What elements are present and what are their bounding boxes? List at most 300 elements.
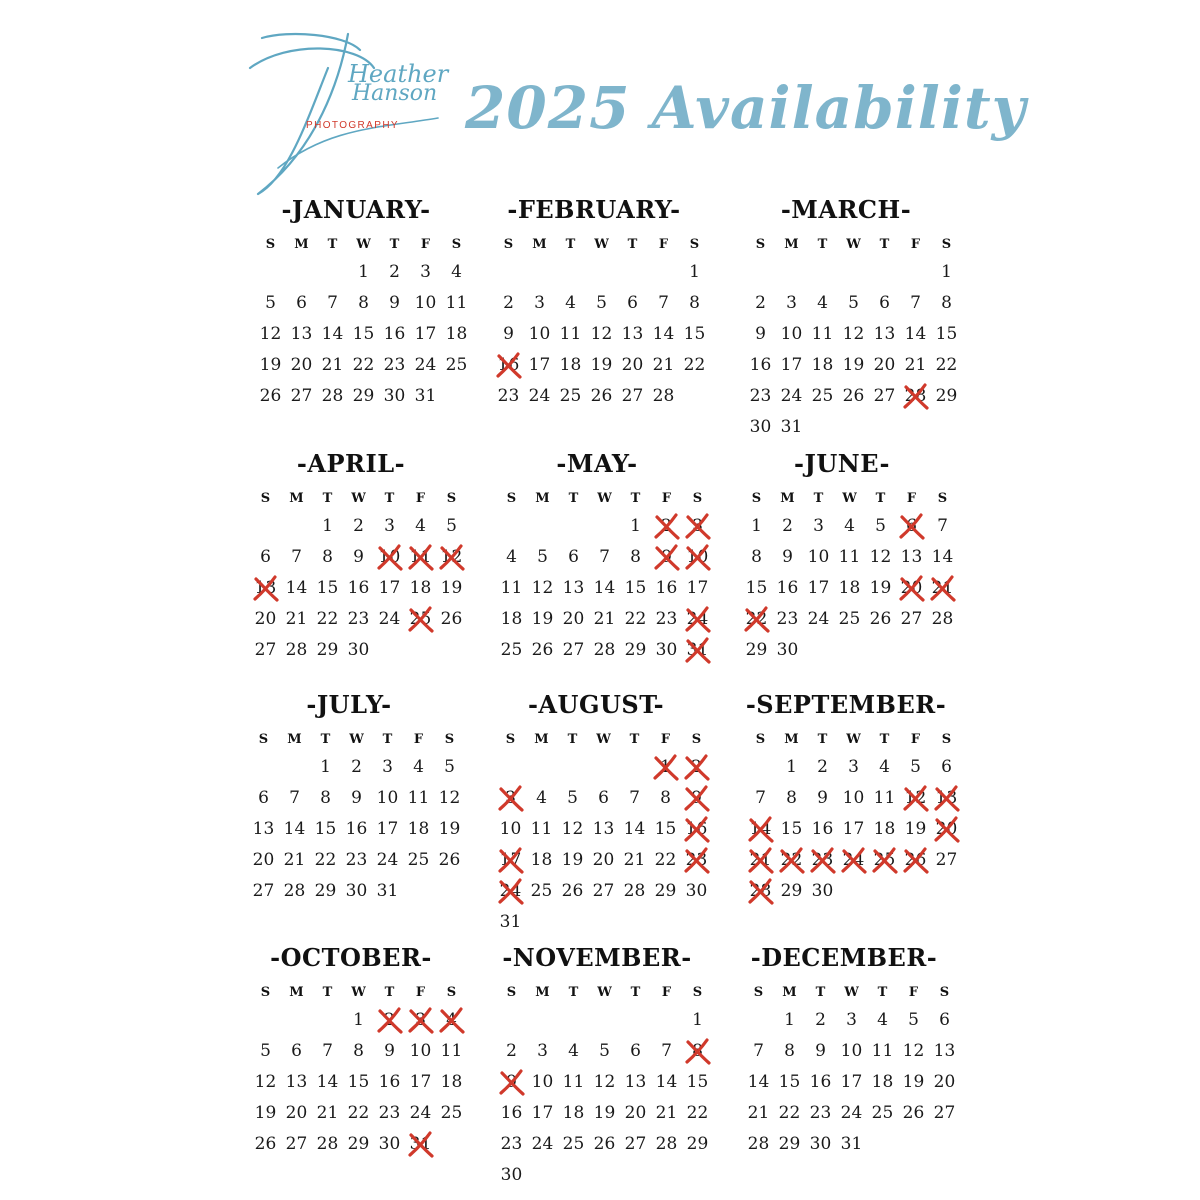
day-cell <box>620 604 651 635</box>
day-number: 6 <box>291 1041 302 1061</box>
weekday-letter: M <box>782 985 797 1000</box>
day-number: 26 <box>590 386 613 406</box>
day-cell <box>557 783 588 814</box>
day-cell <box>496 1129 527 1160</box>
day-cell <box>931 752 962 783</box>
day-cell <box>589 573 620 604</box>
day-cell <box>865 573 896 604</box>
week-row <box>495 783 712 814</box>
weekday-header-row <box>250 981 467 1005</box>
day-number: 18 <box>440 1072 463 1092</box>
week-row <box>496 604 713 635</box>
day-number: 21 <box>749 850 772 870</box>
day-cell <box>248 814 279 845</box>
day-number: 4 <box>536 788 547 808</box>
week-row <box>745 319 962 350</box>
day-number: 30 <box>776 640 799 660</box>
booked-day-cell <box>436 542 467 573</box>
day-number: 3 <box>382 757 393 777</box>
day-cell <box>869 350 900 381</box>
day-number: 10 <box>807 547 830 567</box>
day-cell <box>838 319 869 350</box>
day-number: 23 <box>500 1134 523 1154</box>
day-cell <box>527 542 558 573</box>
week-row <box>495 845 712 876</box>
month-block-november <box>496 943 716 1185</box>
day-number: 15 <box>935 324 958 344</box>
booked-day-cell <box>776 845 807 876</box>
day-number: 28 <box>749 881 772 901</box>
day-number: 10 <box>842 788 865 808</box>
weekday-header-row <box>743 981 960 1005</box>
booked-x-mark-icon <box>408 1131 434 1157</box>
day-cell <box>898 1098 929 1129</box>
day-number: 15 <box>745 578 768 598</box>
week-row <box>741 511 958 542</box>
day-number: 14 <box>316 1072 339 1092</box>
day-number: 13 <box>935 788 958 808</box>
day-number: 8 <box>784 1041 795 1061</box>
day-cell <box>434 814 465 845</box>
day-cell <box>834 511 865 542</box>
day-number: 9 <box>815 1041 826 1061</box>
day-number: 19 <box>438 819 461 839</box>
day-cell <box>496 604 527 635</box>
day-number: 16 <box>776 578 799 598</box>
day-number: 15 <box>686 1072 709 1092</box>
week-row <box>250 1098 467 1129</box>
day-number: 5 <box>599 1041 610 1061</box>
day-number: 3 <box>786 293 797 313</box>
weekday-letter: S <box>506 985 517 1000</box>
day-number: 5 <box>596 293 607 313</box>
day-number: 3 <box>505 788 516 808</box>
day-number: 23 <box>776 609 799 629</box>
week-row <box>496 511 713 542</box>
day-number: 2 <box>506 1041 517 1061</box>
weekday-letter: T <box>389 237 400 252</box>
day-number: 22 <box>686 1103 709 1123</box>
day-number: 16 <box>749 355 772 375</box>
day-cell <box>281 1067 312 1098</box>
booked-day-cell <box>374 1005 405 1036</box>
booked-x-mark-icon <box>498 785 524 811</box>
day-number: 12 <box>869 547 892 567</box>
day-cell <box>807 752 838 783</box>
day-cell <box>927 542 958 573</box>
booked-day-cell <box>682 604 713 635</box>
day-cell <box>374 1098 405 1129</box>
day-cell <box>929 1005 960 1036</box>
day-number: 29 <box>778 1134 801 1154</box>
day-number: 27 <box>252 881 275 901</box>
weekday-letter: T <box>568 491 579 506</box>
day-number: 22 <box>624 609 647 629</box>
day-cell <box>931 257 962 288</box>
day-number: 19 <box>590 355 613 375</box>
day-number: 4 <box>565 293 576 313</box>
day-number: 28 <box>623 881 646 901</box>
week-row <box>743 1098 960 1129</box>
day-number: 17 <box>499 850 522 870</box>
weekday-letter: T <box>382 732 393 747</box>
day-cell <box>743 1098 774 1129</box>
day-number: 8 <box>353 1041 364 1061</box>
day-cell <box>527 573 558 604</box>
day-cell <box>745 381 776 412</box>
week-row <box>250 573 467 604</box>
day-cell <box>374 1036 405 1067</box>
day-number: 16 <box>811 819 834 839</box>
week-row <box>741 604 958 635</box>
day-number: 12 <box>561 819 584 839</box>
booked-x-mark-icon <box>903 383 929 409</box>
day-cell <box>929 1036 960 1067</box>
day-number: 28 <box>283 881 306 901</box>
day-cell <box>403 752 434 783</box>
day-number: 9 <box>817 788 828 808</box>
day-cell <box>527 635 558 666</box>
day-number: 5 <box>537 547 548 567</box>
day-number: 21 <box>652 355 675 375</box>
day-number: 14 <box>593 578 616 598</box>
booked-day-cell <box>681 814 712 845</box>
week-row <box>745 783 962 814</box>
day-cell <box>651 573 682 604</box>
day-number: 12 <box>904 788 927 808</box>
week-row <box>248 814 465 845</box>
booked-x-mark-icon <box>408 1007 434 1033</box>
day-number: 12 <box>531 578 554 598</box>
weekday-letter: M <box>289 491 304 506</box>
booked-x-mark-icon <box>439 544 465 570</box>
day-cell <box>410 288 441 319</box>
day-number: 4 <box>877 1010 888 1030</box>
day-cell <box>648 350 679 381</box>
day-number: 11 <box>871 1041 894 1061</box>
day-number: 1 <box>353 1010 364 1030</box>
booked-day-cell <box>838 845 869 876</box>
day-number: 22 <box>778 1103 801 1123</box>
day-cell <box>374 1129 405 1160</box>
day-cell <box>310 783 341 814</box>
day-cell <box>776 412 807 443</box>
day-cell <box>343 635 374 666</box>
day-number: 13 <box>592 819 615 839</box>
day-number: 30 <box>383 386 406 406</box>
day-cell <box>741 635 772 666</box>
day-cell <box>620 1067 651 1098</box>
day-cell <box>527 1129 558 1160</box>
day-number: 7 <box>289 788 300 808</box>
booked-day-cell <box>900 381 931 412</box>
day-number: 24 <box>528 386 551 406</box>
page-title: 2025 Availability <box>465 74 1027 142</box>
day-cell <box>772 604 803 635</box>
day-number: 11 <box>440 1041 463 1061</box>
day-number: 11 <box>838 547 861 567</box>
month-title: -DECEMBER- <box>750 943 938 972</box>
day-number: 9 <box>353 547 364 567</box>
day-number: 26 <box>561 881 584 901</box>
day-number: 9 <box>506 1072 517 1092</box>
booked-x-mark-icon <box>408 544 434 570</box>
weekday-letter: S <box>506 491 517 506</box>
weekday-letter: W <box>597 491 612 506</box>
day-cell <box>436 1098 467 1129</box>
day-number: 17 <box>780 355 803 375</box>
day-cell <box>834 604 865 635</box>
day-number: 6 <box>260 547 271 567</box>
day-number: 1 <box>784 1010 795 1030</box>
day-number: 12 <box>902 1041 925 1061</box>
day-number: 27 <box>592 881 615 901</box>
day-number: 23 <box>685 850 708 870</box>
day-number: 22 <box>352 355 375 375</box>
month-title: -JANUARY- <box>281 195 431 224</box>
weekday-letter: M <box>784 237 799 252</box>
month-title: -MARCH- <box>780 195 912 224</box>
weekday-letter: T <box>817 237 828 252</box>
day-number: 30 <box>811 881 834 901</box>
day-cell <box>379 381 410 412</box>
day-number: 20 <box>254 609 277 629</box>
day-number: 25 <box>530 881 553 901</box>
booked-x-mark-icon <box>899 513 925 539</box>
day-number: 17 <box>376 819 399 839</box>
day-number: 2 <box>815 1010 826 1030</box>
booked-day-cell <box>496 1067 527 1098</box>
brand-first-name: Heather <box>348 60 449 88</box>
day-cell <box>838 350 869 381</box>
weekday-letter: T <box>629 732 640 747</box>
day-cell <box>343 573 374 604</box>
day-cell <box>526 845 557 876</box>
week-row <box>248 876 465 907</box>
day-cell <box>648 381 679 412</box>
day-number: 19 <box>259 355 282 375</box>
day-cell <box>772 573 803 604</box>
day-number: 30 <box>345 881 368 901</box>
day-cell <box>558 1098 589 1129</box>
day-number: 21 <box>283 850 306 870</box>
weekday-letter: W <box>844 985 859 1000</box>
booked-x-mark-icon <box>377 544 403 570</box>
day-number: 7 <box>661 1041 672 1061</box>
month-block-july <box>248 690 468 901</box>
day-cell <box>617 350 648 381</box>
week-row <box>745 752 962 783</box>
day-number: 6 <box>939 1010 950 1030</box>
day-number: 3 <box>848 757 859 777</box>
day-number: 19 <box>902 1072 925 1092</box>
day-cell <box>867 1005 898 1036</box>
day-cell <box>372 814 403 845</box>
day-number: 23 <box>811 850 834 870</box>
day-number: 29 <box>654 881 677 901</box>
day-number: 23 <box>749 386 772 406</box>
booked-x-mark-icon <box>841 847 867 873</box>
day-number: 3 <box>692 516 703 536</box>
booked-day-cell <box>436 1005 467 1036</box>
weekday-letter: T <box>327 237 338 252</box>
weekday-letter: T <box>568 985 579 1000</box>
day-number: 27 <box>935 850 958 870</box>
day-number: 13 <box>900 547 923 567</box>
day-cell <box>558 573 589 604</box>
day-cell <box>900 350 931 381</box>
day-cell <box>527 1036 558 1067</box>
week-row <box>250 635 467 666</box>
day-cell <box>341 876 372 907</box>
day-cell <box>865 511 896 542</box>
day-number: 8 <box>660 788 671 808</box>
day-number: 15 <box>624 578 647 598</box>
day-number: 7 <box>910 293 921 313</box>
day-number: 15 <box>778 1072 801 1092</box>
day-number: 27 <box>900 609 923 629</box>
day-cell <box>743 1129 774 1160</box>
day-number: 28 <box>316 1134 339 1154</box>
day-number: 15 <box>352 324 375 344</box>
day-number: 29 <box>352 386 375 406</box>
day-number: 1 <box>751 516 762 536</box>
weekday-letter: F <box>420 237 431 252</box>
day-number: 30 <box>500 1165 523 1185</box>
day-cell <box>619 814 650 845</box>
week-row <box>745 814 962 845</box>
week-row <box>493 257 710 288</box>
day-cell <box>248 783 279 814</box>
booked-day-cell <box>405 542 436 573</box>
day-cell <box>405 573 436 604</box>
day-cell <box>341 814 372 845</box>
day-number: 21 <box>285 609 308 629</box>
month-title: -FEBRUARY- <box>507 195 681 224</box>
month-grid <box>250 981 467 1160</box>
day-number: 24 <box>378 609 401 629</box>
day-number: 20 <box>933 1072 956 1092</box>
day-cell <box>651 635 682 666</box>
weekday-letter: F <box>413 732 424 747</box>
week-row <box>495 876 712 907</box>
day-number: 8 <box>630 547 641 567</box>
day-number: 16 <box>347 578 370 598</box>
day-number: 14 <box>747 1072 770 1092</box>
day-cell <box>931 845 962 876</box>
weekday-letter: F <box>415 985 426 1000</box>
weekday-letter: W <box>349 732 364 747</box>
day-cell <box>745 319 776 350</box>
day-cell <box>555 350 586 381</box>
day-cell <box>403 783 434 814</box>
day-cell <box>900 319 931 350</box>
day-number: 29 <box>314 881 337 901</box>
week-row <box>250 542 467 573</box>
day-number: 4 <box>844 516 855 536</box>
day-number: 25 <box>838 609 861 629</box>
day-cell <box>774 1005 805 1036</box>
day-cell <box>286 381 317 412</box>
day-cell <box>651 604 682 635</box>
week-row <box>255 319 472 350</box>
day-number: 13 <box>621 324 644 344</box>
day-number: 9 <box>503 324 514 344</box>
day-number: 14 <box>652 324 675 344</box>
day-number: 26 <box>254 1134 277 1154</box>
booked-day-cell <box>900 845 931 876</box>
day-cell <box>496 635 527 666</box>
booked-day-cell <box>931 783 962 814</box>
day-number: 9 <box>351 788 362 808</box>
booked-x-mark-icon <box>496 352 522 378</box>
day-cell <box>776 783 807 814</box>
day-number: 11 <box>873 788 896 808</box>
day-cell <box>776 319 807 350</box>
weekday-header-row <box>493 233 710 257</box>
day-cell <box>589 542 620 573</box>
booked-day-cell <box>405 604 436 635</box>
day-number: 2 <box>353 516 364 536</box>
weekday-header-row <box>496 487 713 511</box>
week-row <box>745 412 962 443</box>
day-number: 26 <box>440 609 463 629</box>
day-number: 28 <box>652 386 675 406</box>
day-number: 21 <box>931 578 954 598</box>
day-number: 10 <box>840 1041 863 1061</box>
day-cell <box>836 1067 867 1098</box>
week-row <box>745 257 962 288</box>
day-cell <box>379 350 410 381</box>
day-number: 3 <box>537 1041 548 1061</box>
booked-x-mark-icon <box>377 1007 403 1033</box>
day-number: 10 <box>409 1041 432 1061</box>
day-number: 2 <box>351 757 362 777</box>
booked-x-mark-icon <box>439 1007 465 1033</box>
weekday-letter: W <box>846 732 861 747</box>
week-row <box>743 1005 960 1036</box>
day-number: 8 <box>692 1041 703 1061</box>
month-title: -JULY- <box>306 690 392 719</box>
booked-day-cell <box>931 814 962 845</box>
day-cell <box>248 845 279 876</box>
booked-day-cell <box>681 783 712 814</box>
day-number: 16 <box>685 819 708 839</box>
day-cell <box>805 1129 836 1160</box>
month-title: -SEPTEMBER- <box>745 690 947 719</box>
day-cell <box>807 350 838 381</box>
day-number: 17 <box>840 1072 863 1092</box>
month-block-february <box>493 195 713 406</box>
day-cell <box>588 845 619 876</box>
month-title: -NOVEMBER- <box>502 943 692 972</box>
day-number: 12 <box>593 1072 616 1092</box>
weekday-letter: W <box>596 732 611 747</box>
day-cell <box>281 1129 312 1160</box>
booked-day-cell <box>927 573 958 604</box>
weekday-letter: T <box>875 491 886 506</box>
day-number: 11 <box>562 1072 585 1092</box>
day-cell <box>558 635 589 666</box>
day-number: 1 <box>786 757 797 777</box>
day-cell <box>865 542 896 573</box>
day-number: 24 <box>842 850 865 870</box>
weekday-letter: S <box>751 491 762 506</box>
day-number: 31 <box>780 417 803 437</box>
day-cell <box>620 1036 651 1067</box>
day-cell <box>776 350 807 381</box>
day-cell <box>374 511 405 542</box>
